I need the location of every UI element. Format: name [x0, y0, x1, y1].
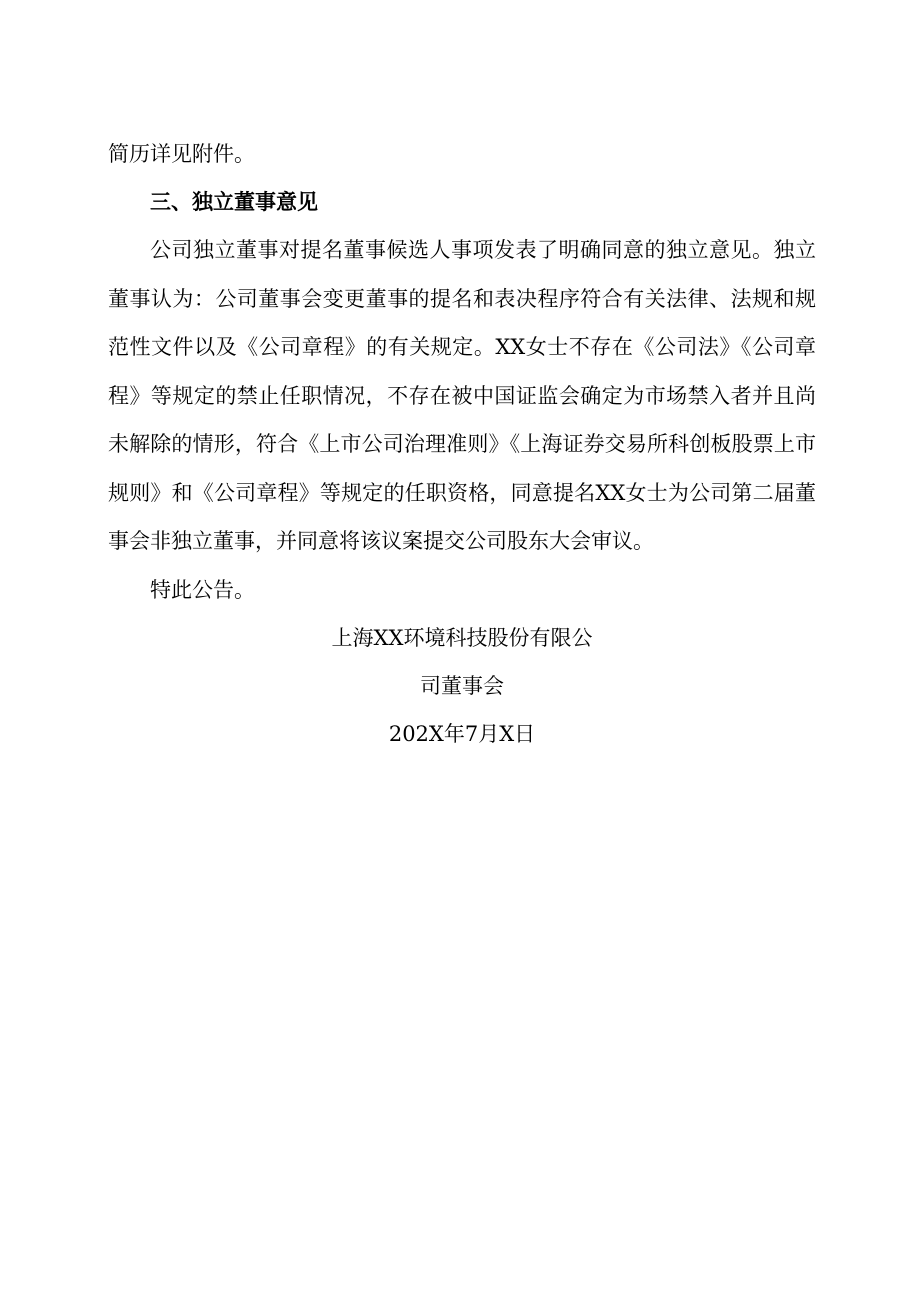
section-heading-independent-director-opinion: 三、独立董事意见 [150, 189, 318, 214]
resume-reference-line: 简历详见附件。 [108, 142, 255, 166]
announcement-date: 202X年7月X日 [388, 721, 536, 746]
announcement-closing: 特此公告。 [150, 577, 255, 602]
company-name-line-2: 司董事会 [420, 673, 504, 698]
signature-block [108, 614, 816, 758]
company-name-line-1: 上海XX环境科技股份有限公 [331, 625, 593, 650]
independent-director-opinion-paragraph: 公司独立董事对提名董事候选人事项发表了明确同意的独立意见。独立董事认为：公司董事会变更董事的提名和表决程序符合有关法律、法规和规范性文件以及《公司章程》的有关规定。XX女士不存在《公司法》《公司章程》等规定的禁止任职情况，不存在被中国证监会确定为市场禁入者并且尚未解除的情形，符合《上市公司治理准则》《上海证券交易所科创板股票上市规则》和《公司章程》等规定的任职资格，同意提名XX女士为公司第二届董事会非独立董事，并同意将该议案提交公司股东大会审议。 [108, 238, 816, 553]
document-body [108, 130, 816, 758]
